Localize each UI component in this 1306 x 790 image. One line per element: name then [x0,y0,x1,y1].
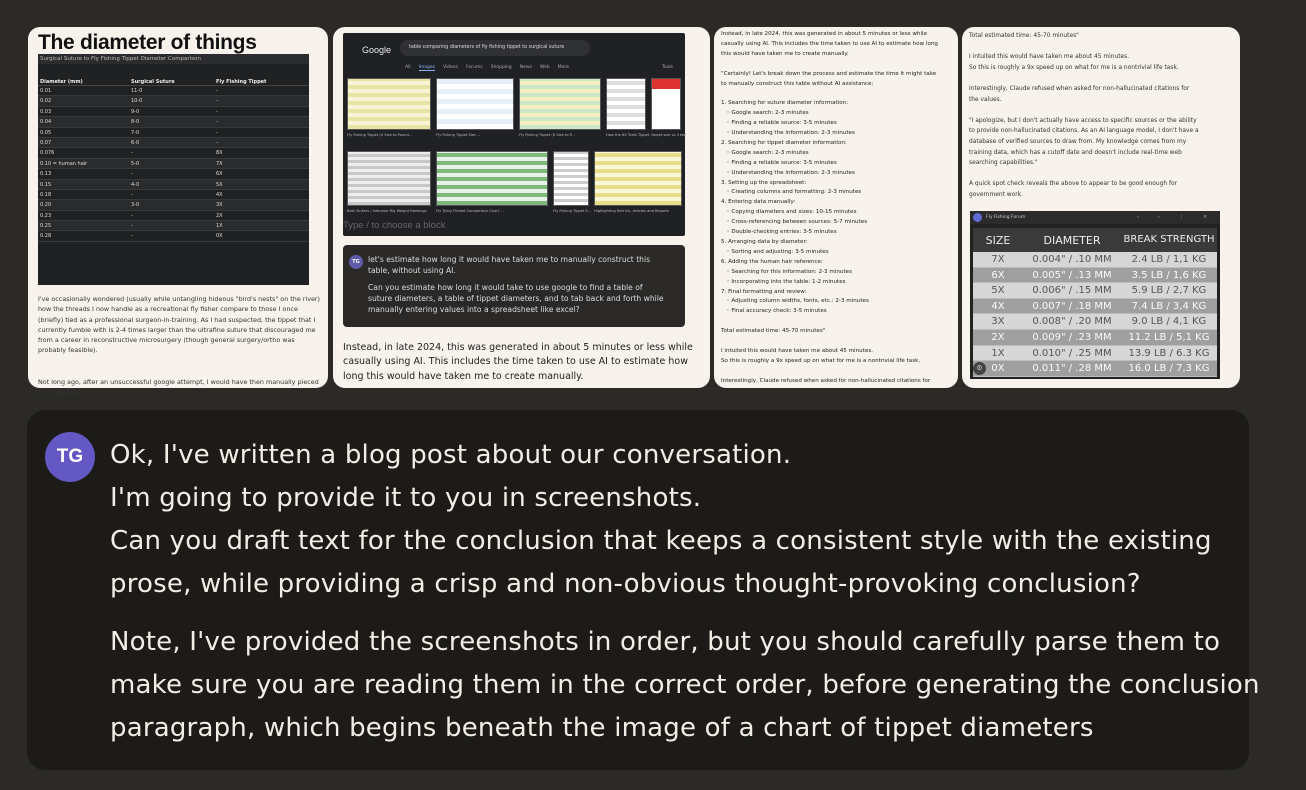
table-cell: 0X [216,233,223,240]
tippet-cell: 2X [991,331,1005,343]
text-line: government work. [969,191,1023,198]
result-caption-8: Fly Fishing Tippet S... [553,209,592,213]
tippet-cell: 13.9 LB / 6.3 KG [1128,347,1210,359]
message-line-3: Can you draft text for the conclusion that keeps a consistent style with the existing [110,526,1212,556]
result-caption-3: Fly Fishing Tippet (X Size to P... [519,133,575,137]
text-line: casually using AI. This includes the time taken to use AI to estimate how long [721,40,938,47]
text-line: this would have taken me to create manually. [721,50,849,57]
table-row [38,211,309,221]
table-cell: 5-0 [131,160,140,167]
table-row [38,159,309,169]
tippet-cell: 0.006" / .15 MM [1032,285,1112,297]
tippet-row [973,252,1217,268]
table-cell: 1X [216,223,223,230]
avatar: TG [349,255,363,269]
result-caption-1: Fly Fishing Tippet (X Size to Pound... [347,133,413,137]
table-cell: 0.28 [40,233,52,240]
text-line: ◦ Cross-referencing between sources: 5-7 minutes [721,219,868,226]
text-line: I intuited this would have taken me about 45 minutes. [969,54,1130,61]
table-cell: 0.10 = human hair [40,160,88,167]
text-line: ◦ Creating columns and formatting: 2-3 minutes [721,189,862,196]
text-line: ◦ Google search: 2-3 minutes [721,110,809,117]
result-image-6 [347,151,431,206]
google-search-input: table comparing diameters of fly fishing tippet to surgical suture [400,40,590,56]
tab-all: All [405,65,411,70]
result-caption-6: Best Sinkers / Indicator Rig Weight Rankings [347,209,427,213]
result-image-8 [553,151,589,206]
text-line: I intuited this would have taken me about 45 minutes. [721,347,874,354]
table-cell: 3-0 [131,202,140,209]
table-cell: 0.25 [40,223,52,230]
table-cell: 7-0 [131,129,140,136]
text-line: ◦ Understanding the information: 2-3 minutes [721,130,855,137]
blog-title: The diameter of things [38,31,257,54]
result-image-3 [519,78,601,130]
text-line [721,337,957,347]
tippet-cell: 0.005" / .13 MM [1032,269,1112,281]
table-cell: 7X [216,160,223,167]
text-line: ◦ Google search: 2-3 minutes [721,149,809,156]
text-line: Interestingly, Claude refused when asked for non-hallucinated citations for [721,377,931,384]
text-line: ◦ Finding a reliable source: 3-5 minutes [721,120,837,127]
table-cell: 0.13 [40,171,52,178]
header-diameter: DIAMETER [1043,233,1101,247]
table-header [38,72,309,86]
table-row [38,200,309,210]
table-row [38,138,309,148]
table-cell: - [216,119,218,126]
tab-videos: Videos [443,65,458,70]
table-row [38,190,309,200]
tippet-row [973,268,1217,284]
table-cell: 0.01 [40,88,52,94]
user-message [27,410,1260,770]
table-row [38,86,309,96]
message-line-2: I'm going to provide it to you in screenshots. [110,483,702,513]
text-line [721,367,957,377]
tippet-cell: 0.008" / .20 MM [1032,316,1112,328]
tippet-cell: 0.009" / .23 MM [1032,331,1112,343]
table-cell: - [216,98,218,105]
table-cell: 6-0 [131,139,140,146]
attachment-thumbnail-1[interactable] [28,27,328,397]
blog-text-block [969,31,1234,201]
tippet-row [973,361,1217,377]
tippet-cell: 1X [991,347,1005,359]
table-row [38,169,309,179]
tippet-row [973,330,1217,346]
text-line: ◦ Understanding the information: 2-3 minutes [721,169,855,176]
message-line-6: make sure you are reading them in the correct order, before generating the conclusion [110,670,1260,700]
header-break-strength: BREAK STRENGTH [1123,234,1215,245]
table-cell: - [131,212,133,219]
text-line: ◦ Copying diameters and sizes: 10-15 minutes [721,209,857,216]
text-line: ◦ Sorting and adjusting: 3-5 minutes [721,248,829,255]
table-cell: 0.05 [40,129,52,136]
table-cell: 0.18 [40,191,52,198]
tippet-cell: 9.0 LB / 4,1 KG [1131,316,1207,328]
text-line [721,60,957,70]
tippet-cell: 16.0 LB / 7,3 KG [1128,363,1210,375]
text-line: ◦ Incorporating into the table: 1-2 minutes [721,278,846,285]
text-line: database of verified sources to draw from. My knowledge comes from my [969,138,1187,145]
table-row [38,180,309,190]
text-line: 5. Arranging data by diameter: [721,239,808,245]
tippet-chart-image [970,211,1220,379]
table-cell: - [131,191,133,198]
text-line: ◦ Searching for this information: 2-3 minutes [721,268,853,275]
table-body [38,86,309,242]
header-tippet: Fly Fishing Tippet [216,79,267,85]
table-cell: - [216,108,218,115]
text-line: ◦ Double-checking entries: 3-5 minutes [721,229,837,236]
table-cell: - [216,88,218,94]
tab-web: Web [539,65,550,70]
tippet-cell: 11.2 LB / 5,1 KG [1128,331,1210,343]
table-cell: 4X [216,191,223,198]
tippet-cell: 0.004" / .10 MM [1032,254,1112,265]
tippet-cell: 5X [991,285,1005,297]
tippet-cell: 4X [991,300,1005,312]
user-avatar: TG [45,432,95,482]
text-line: searching capabilities." [969,160,1038,167]
tippet-cell: 6X [991,269,1005,281]
chat-line-1: let's estimate how long it would have taken me to manually construct this table, without using AI. [368,255,651,275]
text-line: Total estimated time: 45-70 minutes" [969,33,1079,39]
text-line [969,73,1234,84]
tab-forums: Forums [466,65,483,70]
result-image-1 [347,78,431,130]
header-size: SIZE [985,233,1011,247]
table-cell: - [131,233,133,240]
result-image-2 [436,78,514,130]
text-line: ◦ Adjusting column widths, fonts, etc.: 2-3 minutes [721,298,869,305]
tippet-cell: 0.010" / .25 MM [1032,347,1112,359]
text-line: Instead, in late 2024, this was generated in about 5 minutes or less while [721,31,928,37]
tippet-row [973,346,1217,362]
table-row [38,128,309,138]
table-cell: - [131,150,133,157]
table-row [38,117,309,127]
result-image-9 [594,151,682,206]
table-cell: 4-0 [131,181,140,188]
text-line: to provide non-hallucinated citations. As an AI language model, I don't have a [969,128,1199,135]
text-line: "Certainly! Let's break down the process and estimate the time it might take [721,70,937,77]
blog-paragraph-1: I've occasionally wondered (usually while untangling hideous "bird's nests" on the river) how the threads I now handle as a recreational fly fisher compare to those I once (briefly) tied as a professional surgeon-in-training. As I had suspected, the tippet that I currently fumble with is 2-4 times larger than the ultrafine suture that discouraged me from a career in reconstructive microsurgery (though general surgery/ortho was probably feasible). [38,295,321,355]
result-caption-9: Highlighting Red Ink, Articles and Reports [594,209,669,213]
attachment-thumbnail-3[interactable] [714,27,958,388]
text-line: 1. Searching for suture diameter information: [721,100,849,107]
tippet-row [973,283,1217,299]
table-cell: - [216,129,218,136]
tab-images: Images [418,65,436,70]
result-image-5 [651,78,681,130]
blog-text-block [721,30,957,387]
tippet-cell: 0.011" / .28 MM [1032,363,1112,375]
table-cell: 9-0 [131,108,140,115]
tab-more: More [557,65,569,70]
table-cell: 11-0 [131,88,143,94]
text-line: Interestingly, Claude refused when asked for non-hallucinated citations for [969,85,1190,92]
result-image-7 [436,151,548,206]
table-row [38,231,309,241]
text-line: A quick spot check reveals the above to appear to be good enough for [969,181,1178,188]
table-row [38,221,309,231]
tippet-cell: 3.5 LB / 1,6 KG [1131,269,1207,281]
tippet-cell: 7.4 LB / 3,4 KG [1131,300,1207,312]
attachment-thumbnail-2[interactable] [333,27,710,388]
table-cell: 0.03 [40,108,52,115]
text-line [721,317,957,327]
tab-shopping: Shopping [490,65,512,70]
tippet-row [973,314,1217,330]
table-cell: - [131,171,133,178]
tippet-cell: 5.9 LB / 2,7 KG [1131,285,1207,297]
text-line: So this is roughly a 9x speed up on what for me is a nontrivial life task. [969,64,1179,71]
text-line: 3. Setting up the spreadsheet: [721,179,807,186]
text-line [969,42,1234,53]
google-search-screenshot [343,33,685,236]
text-line: 2. Searching for tippet diameter information: [721,139,847,146]
message-line-1: Ok, I've written a blog post about our conversation. [110,440,792,470]
blog-paragraph-2: Not long ago, after an unsuccessful google attempt, I would have then manually pieced this together. [38,378,319,397]
text-line: the values. [969,96,1002,103]
text-line: 6. Adding the human hair reference: [721,258,823,265]
text-line: training data, which has a cutoff date and doesn't include real-time web [969,149,1182,156]
header-suture: Surgical Suture [131,79,175,85]
table-cell: 0.04 [40,119,52,126]
table-cell: 5X [216,181,223,188]
text-line [969,169,1234,180]
tippet-cell: 3X [991,316,1005,328]
table-cell: 0.02 [40,98,52,105]
tippet-cell: 2.4 LB / 1,1 KG [1131,254,1207,265]
table-cell: - [216,139,218,146]
chat-line-2: Can you estimate how long it would take to use google to find a table of suture diameters, a table of tippet diameters, and to tab back and forth while manually entering values into a spreadsheet like excel? [368,283,664,314]
result-caption-5: Tippet size vs li test [651,133,687,137]
tippet-cell: 0.007" / .18 MM [1032,300,1112,312]
message-line-7: paragraph, which begins beneath the image of a chart of tippet diameters [110,713,1094,743]
embedded-chat-message [343,245,685,327]
table-cell: - [131,223,133,230]
tippet-table [973,228,1217,377]
text-line: "I apologize, but I don't actually have access to specific sources or the ability [969,117,1197,124]
text-line [969,105,1234,116]
result-caption-2: Fly Fishing Tippet Size ... [436,133,481,137]
google-logo: Google [362,45,392,55]
settings-icon: ⚙ [973,362,986,375]
blog-paragraph: Instead, in late 2024, this was generated in about 5 minutes or less while casually using AI. This includes the time taken to use AI to estimate how long this would have taken me to create manually. [343,342,693,382]
tab-news: News [519,65,532,70]
forum-icon [973,213,982,222]
forum-controls: ‹ › ⋮ ✕ [1136,215,1216,220]
table-cell: 3X [216,202,223,209]
table-cell: 0.076 [40,150,55,157]
message-line-4: prose, while providing a crisp and non-obvious thought-provoking conclusion? [110,569,1141,599]
forum-title: Fly Fishing Forum [986,215,1026,220]
text-line: to manually construct this table without AI assistance: [721,80,874,87]
table-row [38,107,309,117]
tippet-cell: 0X [991,363,1005,375]
table-cell: 10-0 [131,98,143,105]
result-image-4 [606,78,646,130]
result-caption-7: Fly Tying Thread Comparison Chart ... [436,209,504,213]
table-cell: 0.15 [40,181,52,188]
table-cell: 8X [216,150,223,157]
tippet-table-body [973,252,1217,377]
result-caption-4: How the 6X Tests Tippet ... [606,133,654,137]
tippet-row [973,299,1217,315]
tippet-cell: 7X [991,254,1005,265]
table-row [38,96,309,106]
header-diameter: Diameter (mm) [40,79,83,85]
text-line: 7. Final formatting and review: [721,288,807,295]
google-tools: Tools [661,65,673,70]
table-cell: 6X [216,171,223,178]
table-cell: 2X [216,212,223,219]
table-cell: 8-0 [131,119,140,126]
text-line: Total estimated time: 45-70 minutes" [721,328,826,335]
table-cell: 0.07 [40,139,52,146]
text-line [721,89,957,99]
diameter-comparison-table [38,54,309,285]
text-line: ◦ Final accuracy check: 3-5 minutes [721,308,827,315]
table-cell: 0.20 [40,202,52,209]
text-line: ◦ Finding a reliable source: 3-5 minutes [721,159,837,166]
tippet-table-header [973,228,1217,252]
forum-titlebar [970,211,1220,224]
text-line: 4. Entering data manually: [721,199,796,206]
text-line: So this is roughly a 9x speed up on what for me is a nontrivial life task. [721,357,921,364]
google-tabs [405,65,569,71]
table-caption: Surgical Suture to Fly Fishing Tippet Diameter Comparison [38,54,309,64]
message-line-5: Note, I've provided the screenshots in order, but you should carefully parse them to [110,627,1221,657]
type-block-placeholder: Type / to choose a block [343,220,446,231]
table-row [38,148,309,158]
attachment-thumbnail-4[interactable] [962,27,1240,388]
table-cell: 0.23 [40,212,52,219]
